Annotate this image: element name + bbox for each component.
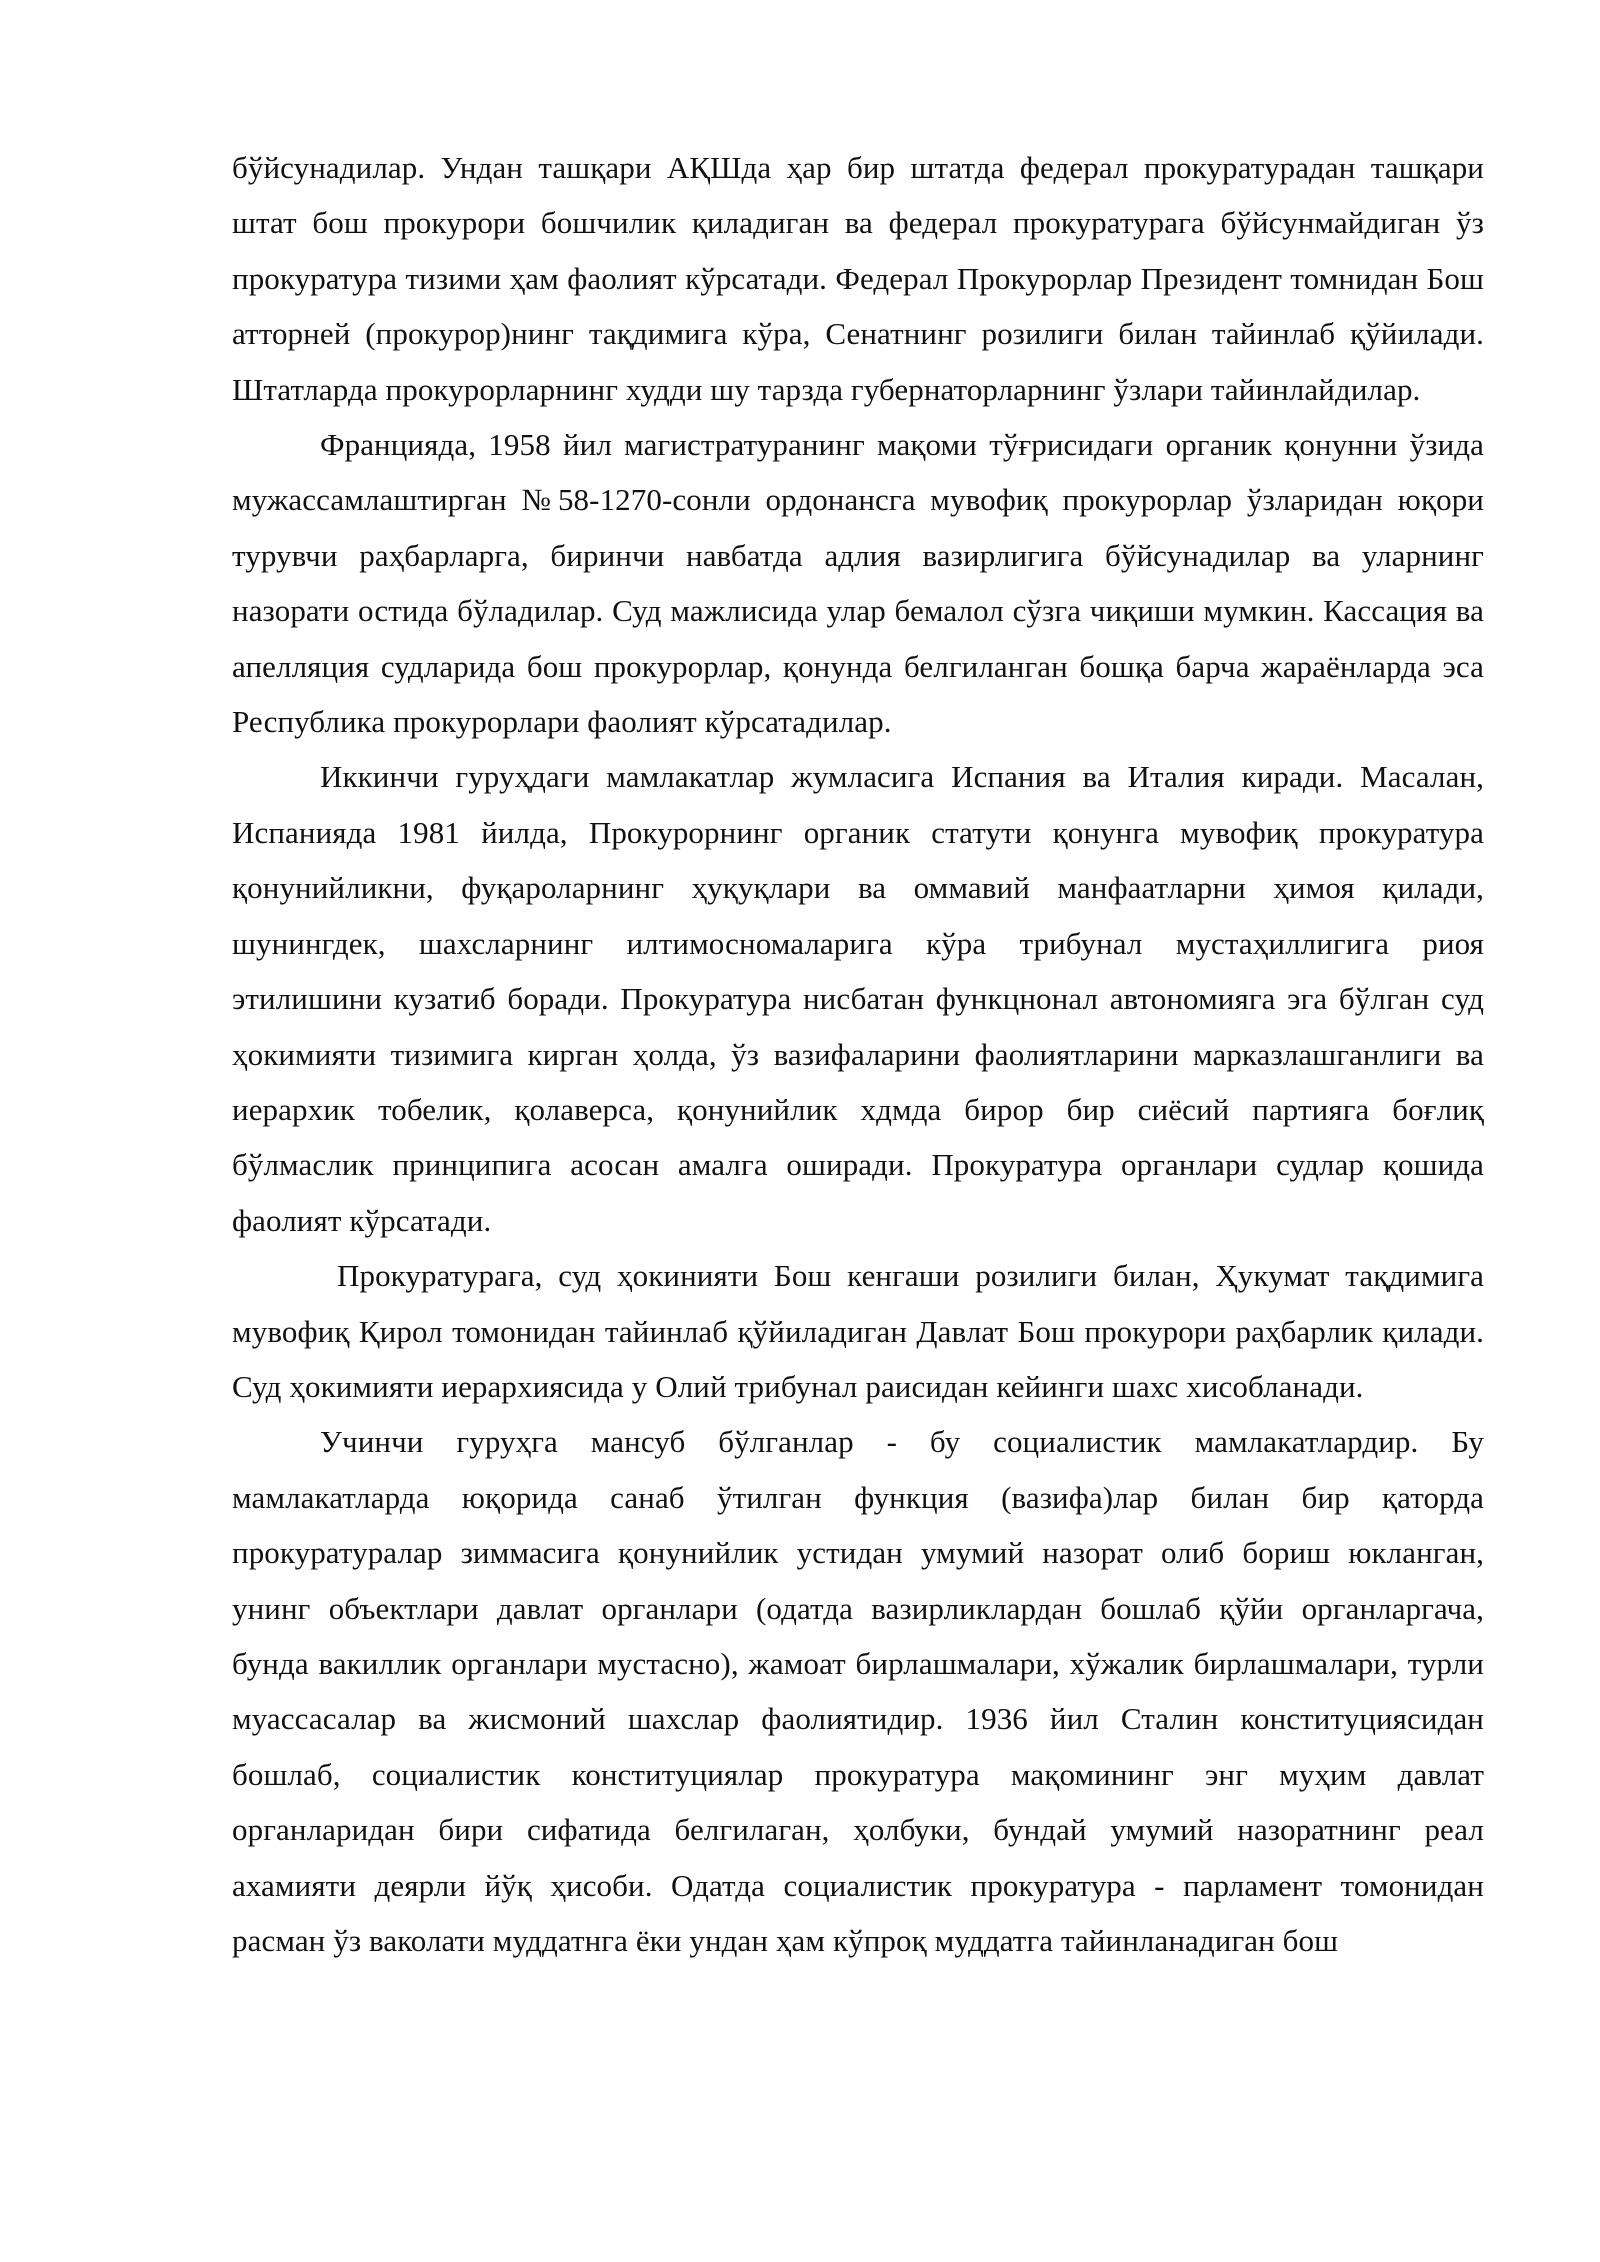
paragraph-france: Францияда, 1958 йил магистратуранинг мақоми тўғрисидаги органик қонунни ўзида мужассамлаштирган №58-1270-сонли ордонансга мувофиқ прокурорлар ўзларидан юқори турувчи раҳбарларга, биринчи навбатда адлия вазирлигига бўйсунадилар ва уларнинг назорати остида бўладилар. Суд мажлисида улар бемалол сўзга чиқиши мумкин. Кассация ва апелляция судларида бош прокурорлар, қонунда белгиланган бошқа барча жараёнларда эса Республика прокурорлари фаолият кўрсатадилар. <box>232 427 1484 740</box>
paragraph-second-group: Иккинчи гуруҳдаги мамлакатлар жумласига Испания ва Италия киради. Масалан, Испанияда 1981 йилда, Прокурорнинг органик статути қонунга мувофиқ прокуратура қонунийликни, фуқароларнинг ҳуқуқлари ва оммавий манфаатларни ҳимоя қилади, шунингдек, шахсларнинг илтимосномаларига кўра трибунал мустаҳиллигига риоя этилишини кузатиб боради. Прокуратура нисбатан функцнонал автономияга эга бўлган суд ҳокимияти тизимига кирган ҳолда, ўз вазифаларини фаолиятларини марказлашганлиги ва иерархик тобелик, қолаверса, қонунийлик хдмда бирор бир сиёсий партияга боғлиқ бўлмаслик принципига асосан амалга оширади. Прокуратура органлари судлар қошида фаолият кўрсатади. <box>232 759 1484 1238</box>
paragraph-usa-continuation: бўйсунадилар. Ундан ташқари АҚШда ҳар бир штатда федерал прокуратурадан ташқари штат бош прокурори бошчилик қиладиган ва федерал прокуратурага бўйсунмайдиган ўз прокуратура тизими ҳам фаолият кўрсатади. Федерал Прокурорлар Президент томнидан Бош атторней (прокурор)нинг тақдимига кўра, Сенатнинг розилиги билан тайинлаб қўйилади. Штатларда прокурорларнинг худди шу тарзда губернаторларнинг ўзлари тайинлайдилар. <box>232 150 1484 407</box>
document-body <box>232 140 1484 1968</box>
paragraph-third-group: Учинчи гуруҳга мансуб бўлганлар - бу социалистик мамлакатлардир. Бу мамлакатларда юқорида санаб ўтилган функция (вазифа)лар билан бир қаторда прокуратуралар зиммасига қонунийлик устидан умумий назорат олиб бориш юкланган, унинг объектлари давлат органлари (одатда вазирликлардан бошлаб қўйи органларгача, бунда вакиллик органлари мустасно), жамоат бирлашмалари, хўжалик бирлашмалари, турли муассасалар ва жисмоний шахслар фаолиятидир. 1936 йил Сталин конституциясидан бошлаб, социалистик конституциялар прокуратура мақомининг энг муҳим давлат органларидан бири сифатида белгилаган, ҳолбуки, бундай умумий назоратнинг реал ахамияти деярли йўқ ҳисоби. Одатда социалистик прокуратура - парламент томонидан расман ўз ваколати муддатнга ёки ундан ҳам кўпроқ муддатга тайинланадиган бош <box>232 1424 1484 1958</box>
paragraph-spain-prosecutor: Прокуратурага, суд ҳокинияти Бош кенгаши розилиги билан, Ҳукумат тақдимига мувофиқ Қирол томонидан тайинлаб қўйиладиган Давлат Бош прокурори раҳбарлик қилади. Суд ҳокимияти иерархиясида у Олий трибунал раисидан кейинги шахс хисобланади. <box>232 1258 1484 1404</box>
